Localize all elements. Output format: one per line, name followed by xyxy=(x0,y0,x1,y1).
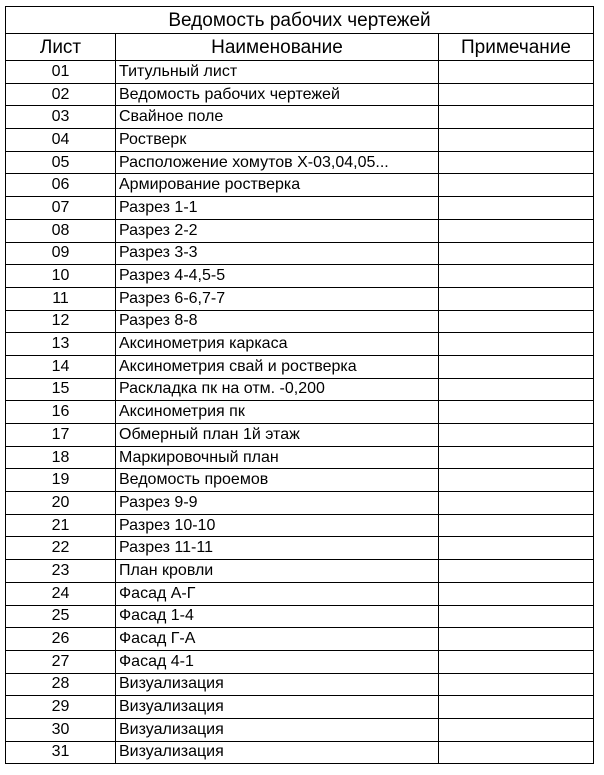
sheet-number-cell: 07 xyxy=(6,197,116,220)
sheet-number-cell: 05 xyxy=(6,151,116,174)
sheet-note-cell xyxy=(439,514,594,537)
column-header-sheet: Лист xyxy=(6,34,116,61)
sheet-note-cell xyxy=(439,61,594,84)
sheet-name-cell: Разрез 11-11 xyxy=(116,537,439,560)
sheet-number-cell: 03 xyxy=(6,106,116,129)
sheet-name-cell: Разрез 1-1 xyxy=(116,197,439,220)
sheet-number-cell: 17 xyxy=(6,424,116,447)
table-row xyxy=(6,537,594,560)
table-row xyxy=(6,673,594,696)
table-row xyxy=(6,401,594,424)
sheet-note-cell xyxy=(439,174,594,197)
sheet-name-cell: Разрез 10-10 xyxy=(116,514,439,537)
sheet-note-cell xyxy=(439,628,594,651)
table-row xyxy=(6,514,594,537)
sheet-number-cell: 22 xyxy=(6,537,116,560)
drawing-list-table xyxy=(5,6,594,764)
sheet-number-cell: 02 xyxy=(6,83,116,106)
sheet-note-cell xyxy=(439,741,594,764)
table-row xyxy=(6,560,594,583)
table-row xyxy=(6,355,594,378)
sheet-note-cell xyxy=(439,151,594,174)
sheet-name-cell: Фасад А-Г xyxy=(116,582,439,605)
sheet-number-cell: 28 xyxy=(6,673,116,696)
table-row xyxy=(6,333,594,356)
sheet-number-cell: 23 xyxy=(6,560,116,583)
table-row xyxy=(6,718,594,741)
sheet-number-cell: 14 xyxy=(6,355,116,378)
table-row xyxy=(6,424,594,447)
sheet-number-cell: 18 xyxy=(6,446,116,469)
sheet-note-cell xyxy=(439,219,594,242)
sheet-number-cell: 26 xyxy=(6,628,116,651)
sheet-number-cell: 09 xyxy=(6,242,116,265)
sheet-number-cell: 27 xyxy=(6,650,116,673)
table-row xyxy=(6,174,594,197)
sheet-name-cell: Аксинометрия свай и ростверка xyxy=(116,355,439,378)
column-header-name: Наименование xyxy=(116,34,439,61)
sheet-note-cell xyxy=(439,560,594,583)
sheet-note-cell xyxy=(439,355,594,378)
sheet-note-cell xyxy=(439,424,594,447)
sheet-note-cell xyxy=(439,197,594,220)
sheet-note-cell xyxy=(439,650,594,673)
sheet-name-cell: Фасад 1-4 xyxy=(116,605,439,628)
sheet-name-cell: Маркировочный план xyxy=(116,446,439,469)
sheet-note-cell xyxy=(439,492,594,515)
sheet-number-cell: 04 xyxy=(6,129,116,152)
sheet-name-cell: Фасад Г-А xyxy=(116,628,439,651)
sheet-number-cell: 11 xyxy=(6,287,116,310)
sheet-number-cell: 10 xyxy=(6,265,116,288)
sheet-note-cell xyxy=(439,83,594,106)
sheet-note-cell xyxy=(439,446,594,469)
sheet-note-cell xyxy=(439,333,594,356)
sheet-note-cell xyxy=(439,106,594,129)
sheet-note-cell xyxy=(439,401,594,424)
table-row xyxy=(6,650,594,673)
table-row xyxy=(6,151,594,174)
sheet-name-cell: Аксинометрия пк xyxy=(116,401,439,424)
sheet-name-cell: Аксинометрия каркаса xyxy=(116,333,439,356)
sheet-note-cell xyxy=(439,696,594,719)
table-row xyxy=(6,582,594,605)
table-row xyxy=(6,628,594,651)
table-row xyxy=(6,469,594,492)
sheet-name-cell: Ростверк xyxy=(116,129,439,152)
table-row xyxy=(6,61,594,84)
sheet-note-cell xyxy=(439,537,594,560)
sheet-name-cell: Разрез 9-9 xyxy=(116,492,439,515)
sheet-name-cell: Армирование ростверка xyxy=(116,174,439,197)
sheet-note-cell xyxy=(439,718,594,741)
sheet-note-cell xyxy=(439,673,594,696)
sheet-number-cell: 29 xyxy=(6,696,116,719)
table-row xyxy=(6,310,594,333)
table-row xyxy=(6,265,594,288)
sheet-name-cell: План кровли xyxy=(116,560,439,583)
sheet-name-cell: Фасад 4-1 xyxy=(116,650,439,673)
sheet-name-cell: Свайное поле xyxy=(116,106,439,129)
sheet-name-cell: Визуализация xyxy=(116,718,439,741)
table-row xyxy=(6,129,594,152)
sheet-name-cell: Визуализация xyxy=(116,741,439,764)
sheet-name-cell: Титульный лист xyxy=(116,61,439,84)
sheet-note-cell xyxy=(439,242,594,265)
sheet-name-cell: Разрез 6-6,7-7 xyxy=(116,287,439,310)
table-row xyxy=(6,197,594,220)
sheet-note-cell xyxy=(439,129,594,152)
table-row xyxy=(6,605,594,628)
sheet-number-cell: 24 xyxy=(6,582,116,605)
table-row xyxy=(6,741,594,764)
sheet-note-cell xyxy=(439,287,594,310)
table-row xyxy=(6,242,594,265)
drawing-list-sheet xyxy=(5,6,594,764)
table-row xyxy=(6,378,594,401)
table-row xyxy=(6,696,594,719)
column-header-note: Примечание xyxy=(439,34,594,61)
sheet-name-cell: Обмерный план 1й этаж xyxy=(116,424,439,447)
table-title-row xyxy=(6,7,594,34)
sheet-note-cell xyxy=(439,605,594,628)
sheet-note-cell xyxy=(439,265,594,288)
sheet-name-cell: Разрез 2-2 xyxy=(116,219,439,242)
sheet-number-cell: 01 xyxy=(6,61,116,84)
sheet-name-cell: Раскладка пк на отм. -0,200 xyxy=(116,378,439,401)
sheet-name-cell: Расположение хомутов Х-03,04,05... xyxy=(116,151,439,174)
sheet-note-cell xyxy=(439,582,594,605)
sheet-number-cell: 08 xyxy=(6,219,116,242)
sheet-number-cell: 21 xyxy=(6,514,116,537)
sheet-name-cell: Ведомость рабочих чертежей xyxy=(116,83,439,106)
sheet-name-cell: Разрез 4-4,5-5 xyxy=(116,265,439,288)
table-row xyxy=(6,219,594,242)
sheet-number-cell: 12 xyxy=(6,310,116,333)
sheet-name-cell: Визуализация xyxy=(116,673,439,696)
sheet-note-cell xyxy=(439,310,594,333)
sheet-number-cell: 15 xyxy=(6,378,116,401)
table-row xyxy=(6,106,594,129)
sheet-number-cell: 31 xyxy=(6,741,116,764)
sheet-name-cell: Разрез 3-3 xyxy=(116,242,439,265)
table-title: Ведомость рабочих чертежей xyxy=(6,7,594,34)
table-row xyxy=(6,446,594,469)
sheet-number-cell: 25 xyxy=(6,605,116,628)
sheet-name-cell: Ведомость проемов xyxy=(116,469,439,492)
table-row xyxy=(6,287,594,310)
sheet-number-cell: 06 xyxy=(6,174,116,197)
sheet-name-cell: Разрез 8-8 xyxy=(116,310,439,333)
sheet-name-cell: Визуализация xyxy=(116,696,439,719)
table-header-row xyxy=(6,34,594,61)
sheet-note-cell xyxy=(439,469,594,492)
sheet-number-cell: 16 xyxy=(6,401,116,424)
sheet-number-cell: 13 xyxy=(6,333,116,356)
table-row xyxy=(6,83,594,106)
table-row xyxy=(6,492,594,515)
sheet-number-cell: 30 xyxy=(6,718,116,741)
sheet-number-cell: 19 xyxy=(6,469,116,492)
sheet-number-cell: 20 xyxy=(6,492,116,515)
sheet-note-cell xyxy=(439,378,594,401)
table-body xyxy=(6,61,594,764)
